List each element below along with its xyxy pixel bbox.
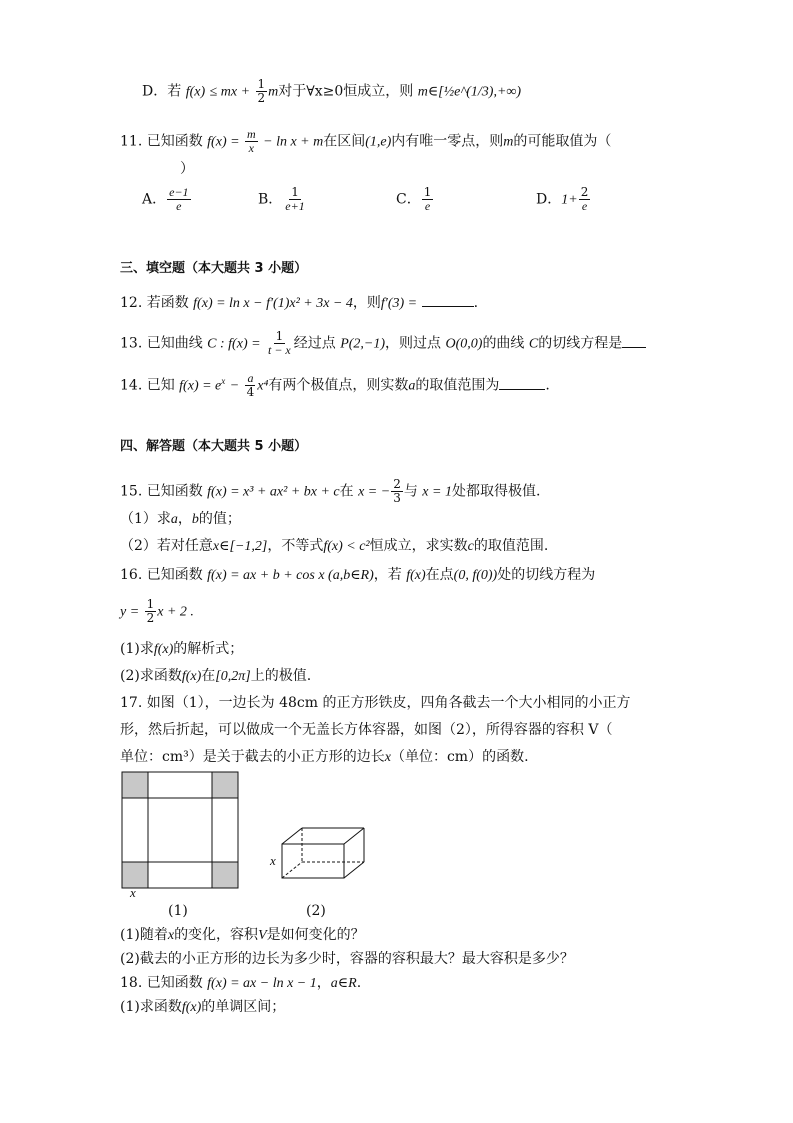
section-4-heading: 四、解答题（本大题共 5 小题） [120,439,308,454]
q16-p1: (1)求 [120,641,154,657]
q17-line3b: cm³ [162,749,189,765]
q18-p1a: (1)求函数 [120,999,182,1015]
q15-xeq: x = − [358,484,391,500]
q16-expr: f(x) = ax + b + cos x (a,b∈R) [207,568,374,583]
q15-p2f: 的取值范围. [473,538,549,554]
q11-lead: 已知函数 [146,133,203,150]
q11-fx: f(x) = [207,134,240,150]
q11-option-b [258,186,308,213]
q14-frac: $\frac{a}{4}$ [246,371,255,400]
q12-lead: 若函数 [146,295,189,311]
q15-tail: 处都取得极值. [451,483,541,500]
q17-line-1 [120,694,630,712]
q11-interval: (1,e) [365,134,392,150]
q13-frac: $\frac{1}{t - x}$ [268,329,291,357]
q14-end: . [545,377,550,394]
q17-figure-2 [274,822,374,886]
q18-part1 [120,998,285,1017]
q14-number: 14. [120,377,143,394]
q15-p1b: ， [177,511,192,527]
q11-option-d-frac: $\frac{2}{e}$ [580,185,589,213]
q16-p2d: 上的极值. [250,668,312,684]
q17-line3a: 单位： [120,749,162,765]
q10-m: m [268,84,279,100]
q13-answer-blank[interactable] [622,333,646,348]
q17-figure-1 [118,768,242,892]
q13-passes: 经过点 [293,335,336,352]
q10-option-d [142,78,521,105]
q13-point: P(2,−1) [340,336,386,352]
q14-answer-blank[interactable] [499,375,545,390]
q15-p1-a: a [170,512,178,527]
q10-forall: ∀x≥0恒成立，则 [306,83,414,100]
q18-cond: a∈R [330,976,357,991]
q16-p2: (2)求函数 [120,668,182,684]
q10-option-d-label: D．若 [142,83,182,100]
q17-part2: (2)截去的小正方形的边长为多少时，容器的容积最大？最大容积是多少？ [120,951,574,967]
q11-m: m [503,134,514,150]
q13-origin: O(0,0) [445,336,483,352]
box-front-face [282,844,344,878]
q18-lead: 已知函数 [146,975,203,991]
q17-p1b: x [167,928,175,943]
q16-lead: 已知函数 [146,567,203,583]
q16-p2c: [0,2π] [215,669,251,684]
q17-p1d: V [258,928,267,943]
q16-p2b: 在 [201,668,216,684]
q18-p1b: f(x) [181,1000,202,1015]
q15-p2b: x∈[−1,2] [212,539,268,554]
q13-tail: ，则过点 [385,335,442,352]
q12-number: 12. [120,295,143,311]
q15-p2e: 恒成立，求实数 [369,538,468,554]
corner-cut-br [212,862,238,888]
q18-number: 18. [120,975,143,991]
q13-curve: C : f(x) = [207,336,261,352]
q13-tail3: 的切线方程是 [538,335,623,352]
q16-tail: ，若 [373,567,402,583]
q15-p1c: 的值； [198,511,241,527]
q17-number: 17. [120,695,143,711]
q16-number: 16. [120,567,143,583]
q13-c: C [528,336,539,352]
box-edge-tr [344,828,364,844]
q11-option-d [536,186,591,213]
q16-y: y = [120,604,140,620]
q16-stem [120,566,595,585]
q15-p1: （1）求 [120,511,171,527]
q12-end: . [473,295,479,311]
q16-fx: f(x) [406,568,426,583]
q14-stem [120,372,550,399]
q11-option-d-label: D． [536,191,562,208]
q15-expr: f(x) = x³ + ax² + bx + c [207,484,340,500]
q15-stem [120,478,540,505]
q15-p1-b: b [191,512,199,527]
q15-p2-c: c [467,539,474,554]
q15-p2: （2）若对任意 [120,538,213,554]
q11-close-paren: ） [180,161,194,177]
corner-cut-tl [122,772,148,798]
q18-p1c: 的单调区间； [201,999,286,1015]
q14-a: a [408,378,416,394]
q17-line3c: ）是关于截去的小正方形的边长 [188,749,385,765]
q16-tail2: 在点 [425,567,454,583]
box-hidden-diagonal [282,862,302,878]
q17-fig1-caption: (1) [168,903,188,919]
section-3-heading: 三、填空题（本大题共 3 小题） [120,261,308,276]
q16-frac: $\frac{1}{2}$ [146,597,155,625]
q16-p1b: 的解析式； [173,641,244,657]
q14-fx: f(x) = e [179,378,222,394]
q11-rest: − ln x + m [263,134,324,150]
q16-pt: (0, f(0)) [453,568,498,583]
q14-tail2: 的取值范围为 [415,377,500,394]
q11-option-a [142,186,192,213]
q11-option-c-frac: $\frac{1}{e}$ [423,185,432,213]
q11-m-over-x: $\frac{m}{x}$ [247,127,256,155]
q11-option-c [396,186,434,213]
q18-tail: ， [316,975,331,991]
q16-p2-fx: f(x) [181,669,202,684]
q15-number: 15. [120,483,143,500]
q17-line1: 如图（1），一边长为 48cm 的正方形铁皮，四角各截去一个大小相同的小正方 [146,695,631,711]
q10-le: ≤ mx + [209,84,251,100]
q16-eqtail: x + 2 . [157,604,194,620]
q17-p1e: 是如何变化的？ [266,927,365,943]
q15-lead: 已知函数 [146,483,203,500]
q10-interval: m∈[½e^(1/3),+∞) [417,84,522,100]
q15-p2c: ，不等式 [267,538,324,554]
q17-line3d: x [384,750,391,765]
q14-minus: − [229,378,240,394]
q10-cond: 对于 [278,83,307,100]
box-edge-br [344,862,364,878]
q15-part2 [120,537,548,556]
q15-x1: x = 1 [422,484,452,500]
q17-fig2-x-label: x [270,853,276,868]
q15-mid: 在 [339,483,354,500]
q18-expr: f(x) = ax − ln x − 1 [207,976,317,991]
q15-and: 与 [403,483,418,500]
q11-mid: 在区间 [323,133,366,150]
q15-frac: $\frac{2}{3}$ [393,477,401,505]
q15-p2d: f(x) < c² [323,539,370,554]
q16-part1 [120,640,243,659]
q11-option-a-label: A． [142,191,167,208]
q11-option-b-label: B． [258,191,283,208]
q13-tail2: 的曲线 [482,335,525,352]
q14-x4: x⁴ [257,378,269,394]
q11-tail: 内有唯一零点，则 [391,133,504,150]
q17-line-3 [120,748,529,767]
q14-lead: 已知 [146,377,175,394]
q16-tangent-line [120,598,194,625]
q11-number: 11. [120,133,143,150]
q17-fig1-x-label: x [130,885,136,900]
corner-cut-tr [212,772,238,798]
q11-stem [120,128,611,155]
q11-option-d-prefix: 1+ [561,192,578,208]
q10-half-frac: $\frac{1}{2}$ [257,77,266,105]
q17-p1c: 的变化，容积 [174,927,259,943]
q17-fig2-caption: (2) [306,903,326,919]
q13-lead: 已知曲线 [146,335,203,352]
q10-fx: f(x) [185,84,206,100]
q17-p1a: (1)随着 [120,927,168,943]
q17-line3e: （单位：cm）的函数. [390,749,529,765]
q11-tail2: 的可能取值为（ [513,133,612,150]
q11-option-b-frac: $\frac{1}{e+1}$ [285,185,305,213]
q17-part1 [120,926,365,945]
q16-p1-fx: f(x) [153,642,174,657]
q18-end: . [356,975,362,991]
q13-stem [120,330,646,357]
q11-option-c-label: C． [396,191,421,208]
box-edge-tl [282,828,302,844]
q12-answer-blank[interactable] [422,292,474,307]
q13-number: 13. [120,335,143,352]
q17-line-2: 形，然后折起，可以做成一个无盖长方体容器，如图（2），所得容器的容积 V（ [120,722,613,738]
q12-stem [120,292,478,313]
q12-tail: ，则 [352,295,381,311]
q16-part2 [120,667,311,686]
q16-tail3: 处的切线方程为 [497,567,596,583]
q14-tail: 有两个极值点，则实数 [268,377,409,394]
q11-option-a-frac: $\frac{e-1}{e}$ [169,185,189,213]
q12-ask: f′(3) = [380,296,418,311]
q12-expr: f(x) = ln x − f′(1)x² + 3x − 4 [193,296,353,311]
q15-part1 [120,510,241,529]
q18-stem [120,974,361,993]
q14-exp: x [221,376,226,386]
